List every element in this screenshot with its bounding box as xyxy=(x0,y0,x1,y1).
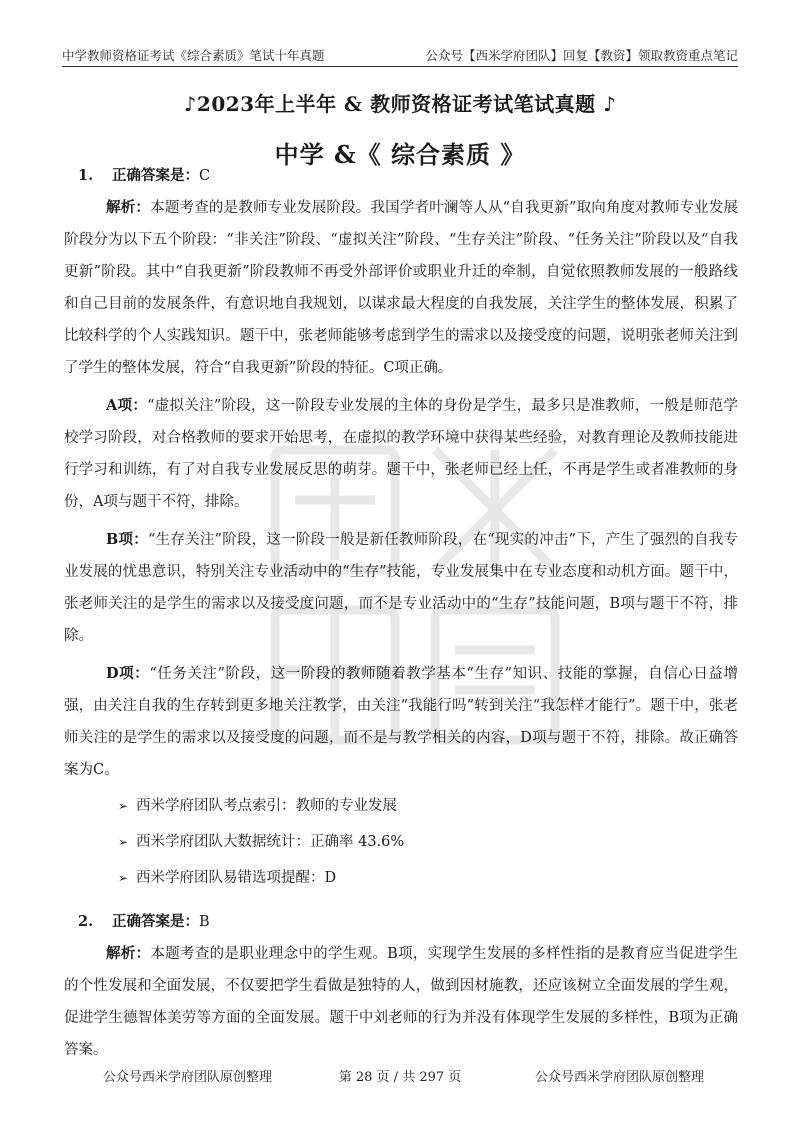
q2-analysis-label: 解析： xyxy=(106,945,151,962)
q1-number: 1. xyxy=(78,167,94,184)
arrowhead-bullet-icon: ➢ xyxy=(118,799,129,813)
footer-right-text: 公众号西米学府团队原创整理 xyxy=(534,1070,704,1085)
exam-title: ♪2023年上半年 & 教师资格证考试笔试真题 ♪ xyxy=(183,92,617,116)
list-item: ➢ 西米学府团队大数据统计：正确率 43.6% xyxy=(64,824,738,860)
q1-option-b xyxy=(64,524,738,652)
q1-option-b-label: B项： xyxy=(106,531,148,548)
q2-number: 2. xyxy=(78,913,94,930)
q1-option-a xyxy=(64,390,738,518)
q1-option-d-text: “任务关注”阶段，这一阶段的教师随着教学基本“生存”知识、技能的掌握，自信心日益增强，由关注自我的生存转到更多地关注教学，由关注“我能行吗”转到关注“我怎样才能行”。题干中，张老师关注的是学生的需求以及接受度的问题，而不是与教学相关的内容，D项与题干不符，排除。故正确答案为C。 xyxy=(64,666,738,778)
arrowhead-bullet-icon: ➢ xyxy=(118,835,129,849)
q1-analysis xyxy=(64,192,738,384)
page-header xyxy=(62,40,738,67)
q1-option-d-label: D项： xyxy=(106,665,150,682)
q1-answer-label: 正确答案是： xyxy=(112,167,199,184)
header-right-text: 公众号【西米学府团队】回复【教资】领取教资重点笔记 xyxy=(425,48,738,63)
q1-analysis-label: 解析： xyxy=(106,199,151,216)
q2-answer-line xyxy=(64,906,738,938)
q2-answer-label: 正确答案是： xyxy=(112,913,199,930)
q1-option-a-text: “虚拟关注”阶段，这一阶段专业发展的主体的身份是学生，最多只是准教师，一般是师范学校学习阶段，对合格教师的要求开始思考，在虚拟的教学环境中获得某些经验，对教育理论及教师技能进行学习和训练，有了对自我专业发展反思的萌芽。题干中，张老师已经上任，不再是学生或者准教师的身份，A项与题干不符，排除。 xyxy=(64,398,738,510)
q2-answer: B xyxy=(199,914,210,930)
list-item: ➢ 西米学府团队易错选项提醒：D xyxy=(64,860,738,896)
q1-option-b-text: “生存关注”阶段，这一阶段一般是新任教师阶段，在“现实的冲击”下，产生了强烈的自我专业发展的忧患意识，特别关注专业活动中的“生存”技能，专业发展集中在专业态度和动机方面。题干中，张老师关注的是学生的需求以及接受度问题，而不是专业活动中的“生存”技能问题，B项与题干不符，排除。 xyxy=(64,532,738,644)
list-item: ➢ 西米学府团队考点索引：教师的专业发展 xyxy=(64,788,738,824)
q1-answer-line xyxy=(64,160,738,192)
q2-analysis xyxy=(64,938,738,1066)
q1-analysis-text: 本题考查的是教师专业发展阶段。我国学者叶澜等人从“自我更新”取向角度对教师专业发展阶段分为以下五个阶段：“非关注”阶段、“虚拟关注”阶段、“生存关注”阶段、“任务关注”阶段以及“自我更新”阶段。其中“自我更新”阶段教师不再受外部评价或职业升迁的牵制，自觉依照教师发展的一般路线和自己目前的发展条件，有意识地自我规划，以谋求最大程度的自我发展，关注学生的整体发展，积累了比较科学的个人实践知识。题干中，张老师能够考虑到学生的需求以及接受度的问题，说明张老师关注到了学生的整体发展，符合“自我更新”阶段的特征。C项正确。 xyxy=(64,200,739,376)
footer-left-text: 公众号西米学府团队原创整理 xyxy=(103,1070,273,1085)
q2-analysis-text: 本题考查的是职业理念中的学生观。B项，实现学生发展的多样性指的是教育应当促进学生的个性发展和全面发展，不仅要把学生看做是独特的人，做到因材施教，还应该树立全面发展的学生观，促进学生德智体美劳等方面的全面发展。题干中刘老师的行为并没有体现学生发展的多样性，B项为正确答案。 xyxy=(64,946,739,1058)
q1-answer: C xyxy=(199,168,211,184)
header-left-text: 中学教师资格证考试《综合素质》笔试十年真题 xyxy=(62,48,325,63)
arrowhead-bullet-icon: ➢ xyxy=(118,871,129,885)
q1-bullet-list xyxy=(64,788,738,896)
subject-title: 中学 &《 综合素质 》 xyxy=(274,140,526,169)
q1-option-d xyxy=(64,658,738,786)
page-number: 第 28 页 / 共 297 页 xyxy=(338,1070,462,1085)
q1-option-a-label: A项： xyxy=(106,397,148,414)
page-content xyxy=(64,160,738,1066)
